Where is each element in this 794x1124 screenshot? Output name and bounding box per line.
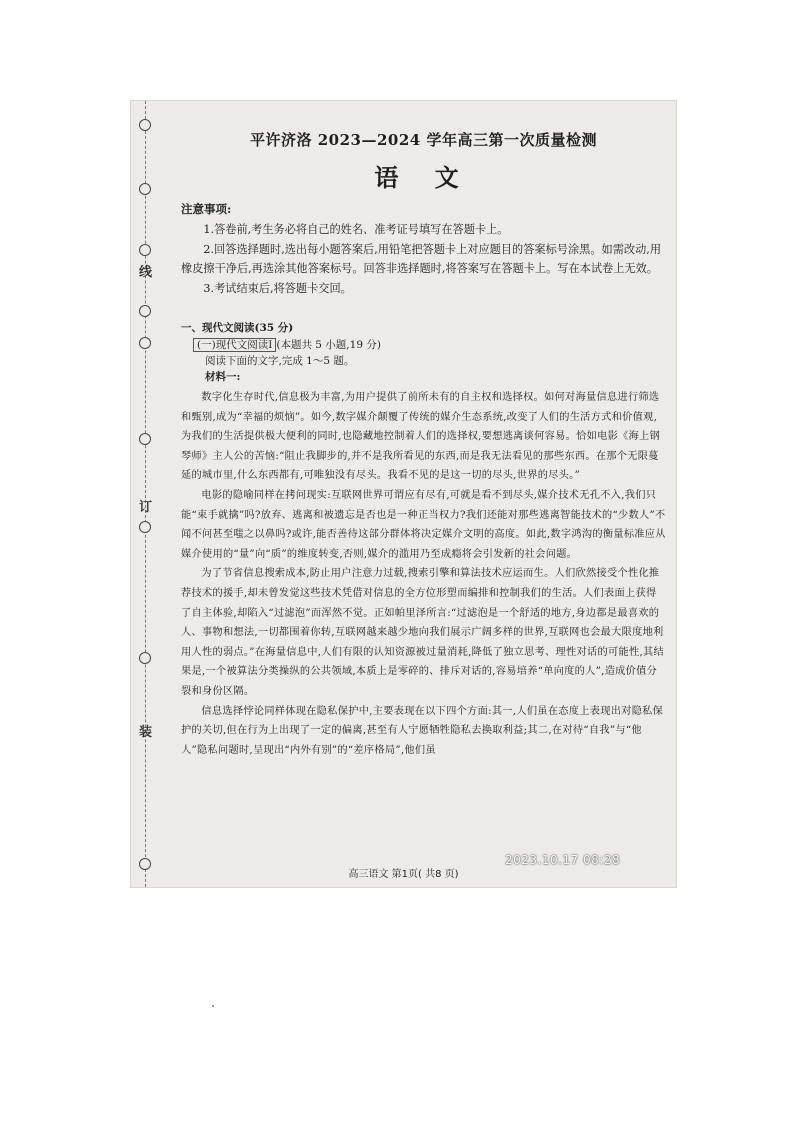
material-label: 材料一: xyxy=(205,371,241,383)
binding-margin xyxy=(131,101,161,887)
passage-paragraph: 电影的隐喻同样在拷问现实:互联网世界可谓应有尽有,可就是看不到尽头,媒介技术无孔不入,我们只能“束手就擒”吗?放弃、逃离和被遗忘是否也是一种正当权力?我们还能对那些逃离智能技术的“少数人”不闻不问甚至嗤之以鼻吗?或许,能否善待这部分群体将决定媒介文明的高度。如此,数字鸿沟的衡量标准应从媒介使用的“量”向“质”的维度转变,否则,媒介的滥用乃至成瘾将会引发新的社会问题。 xyxy=(181,489,666,560)
notice-item: 1.答卷前,考生务必将自己的姓名、准考证号填写在答题卡上。 xyxy=(203,223,509,236)
binding-hole xyxy=(139,244,151,256)
notice-list xyxy=(181,220,666,298)
binding-char-xian: 线 xyxy=(139,265,153,280)
binding-hole xyxy=(139,119,151,131)
photo-timestamp: 2023.10.17 08:28 xyxy=(505,853,621,867)
section-title: 一、现代文阅读(35 分) xyxy=(181,322,294,334)
exam-title: 平许济洛 2023—2024 学年高三第一次质量检测 xyxy=(250,131,597,149)
exam-content xyxy=(181,129,666,760)
binding-hole xyxy=(139,183,151,195)
passage-paragraph: 数字化生存时代,信息极为丰富,为用户提供了前所未有的自主权和选择权。如何对海量信息进行筛选和甄别,成为“幸福的烦恼”。如今,数字媒介颠覆了传统的媒介生态系统,改变了人们的生活方式和价值观,为我们的生活提供极大便利的同时,也隐藏地控制着人们的选择权,要想逃离谈何容易。恰如电影《海上钢琴师》主人公的苦恼:“阻止我脚步的,并不是我所看见的东西,而是我无法看见的那些东西。在那个无限蔓延的城市里,什么东西都有,可唯独没有尽头。我看不见的是这一切的尽头,世界的尽头。” xyxy=(181,392,661,482)
reading-instruction: 阅读下面的文字,完成 1～5 题。 xyxy=(205,355,355,367)
binding-char-zhuang: 装 xyxy=(139,725,153,740)
page-footer: 高三语文 第1页( 共8 页) xyxy=(348,869,459,880)
subject-title: 语 文 xyxy=(374,163,473,192)
binding-hole xyxy=(139,652,151,664)
binding-char-ding: 订 xyxy=(139,500,153,515)
binding-hole xyxy=(139,433,151,445)
notice-item: 3.考试结束后,将答题卡交回。 xyxy=(203,281,352,295)
binding-hole xyxy=(139,337,151,349)
binding-hole xyxy=(139,305,151,317)
subsection-title xyxy=(193,337,666,352)
notice-heading: 注意事项: xyxy=(181,202,232,216)
binding-dashed-line xyxy=(145,101,146,887)
subsection-note: (本题共 5 小题,19 分) xyxy=(276,339,381,351)
speck xyxy=(212,1005,214,1007)
binding-hole xyxy=(139,521,151,533)
passage-paragraph: 信息选择悖论同样体现在隐私保护中,主要表现在以下四个方面:其一,人们虽在态度上表现出对隐私保护的关切,但在行为上出现了一定的偏离,甚至有人宁愿牺牲隐私去换取利益;其二,在对待“自我”与“他人”隐私问题时,呈现出“内外有别”的“差序格局”,他们虽 xyxy=(181,705,664,756)
subsection-label: (一)现代文阅读Ⅰ xyxy=(193,338,276,352)
scanned-exam-page xyxy=(131,101,676,887)
notice-item: 2.回答选择题时,选出每小题答案后,用铅笔把答题卡上对应题目的答案标号涂黑。如需改动,用橡皮擦干净后,再选涂其他答案标号。回答非选择题时,将答案写在答题卡上。写在本试卷上无效。 xyxy=(181,242,662,275)
passage-paragraph: 为了节省信息搜索成本,防止用户注意力过载,搜索引擎和算法技术应运而生。人们欣然接受个性化推荐技术的援手,却未曾发觉这些技术凭借对信息的全方位形塑而编排和控制我们的生活。人们表面上获得了自主体验,却陷入“过滤泡”而浑然不觉。正如帕里泽所言:“过滤泡是一个舒适的地方,身边都是最喜欢的人、事物和想法,一切都围着你转,互联网越来越少地向我们展示广阔多样的世界,互联网也会最大限度地利用人性的弱点。”在海量信息中,人们有限的认知资源被过量消耗,降低了独立思考、理性对话的可能性,其结果是,一个被算法分类操纵的公共领域,本质上是零碎的、排斥对话的,容易培养“单向度的人”,造成价值分裂和身份区隔。 xyxy=(181,568,664,697)
